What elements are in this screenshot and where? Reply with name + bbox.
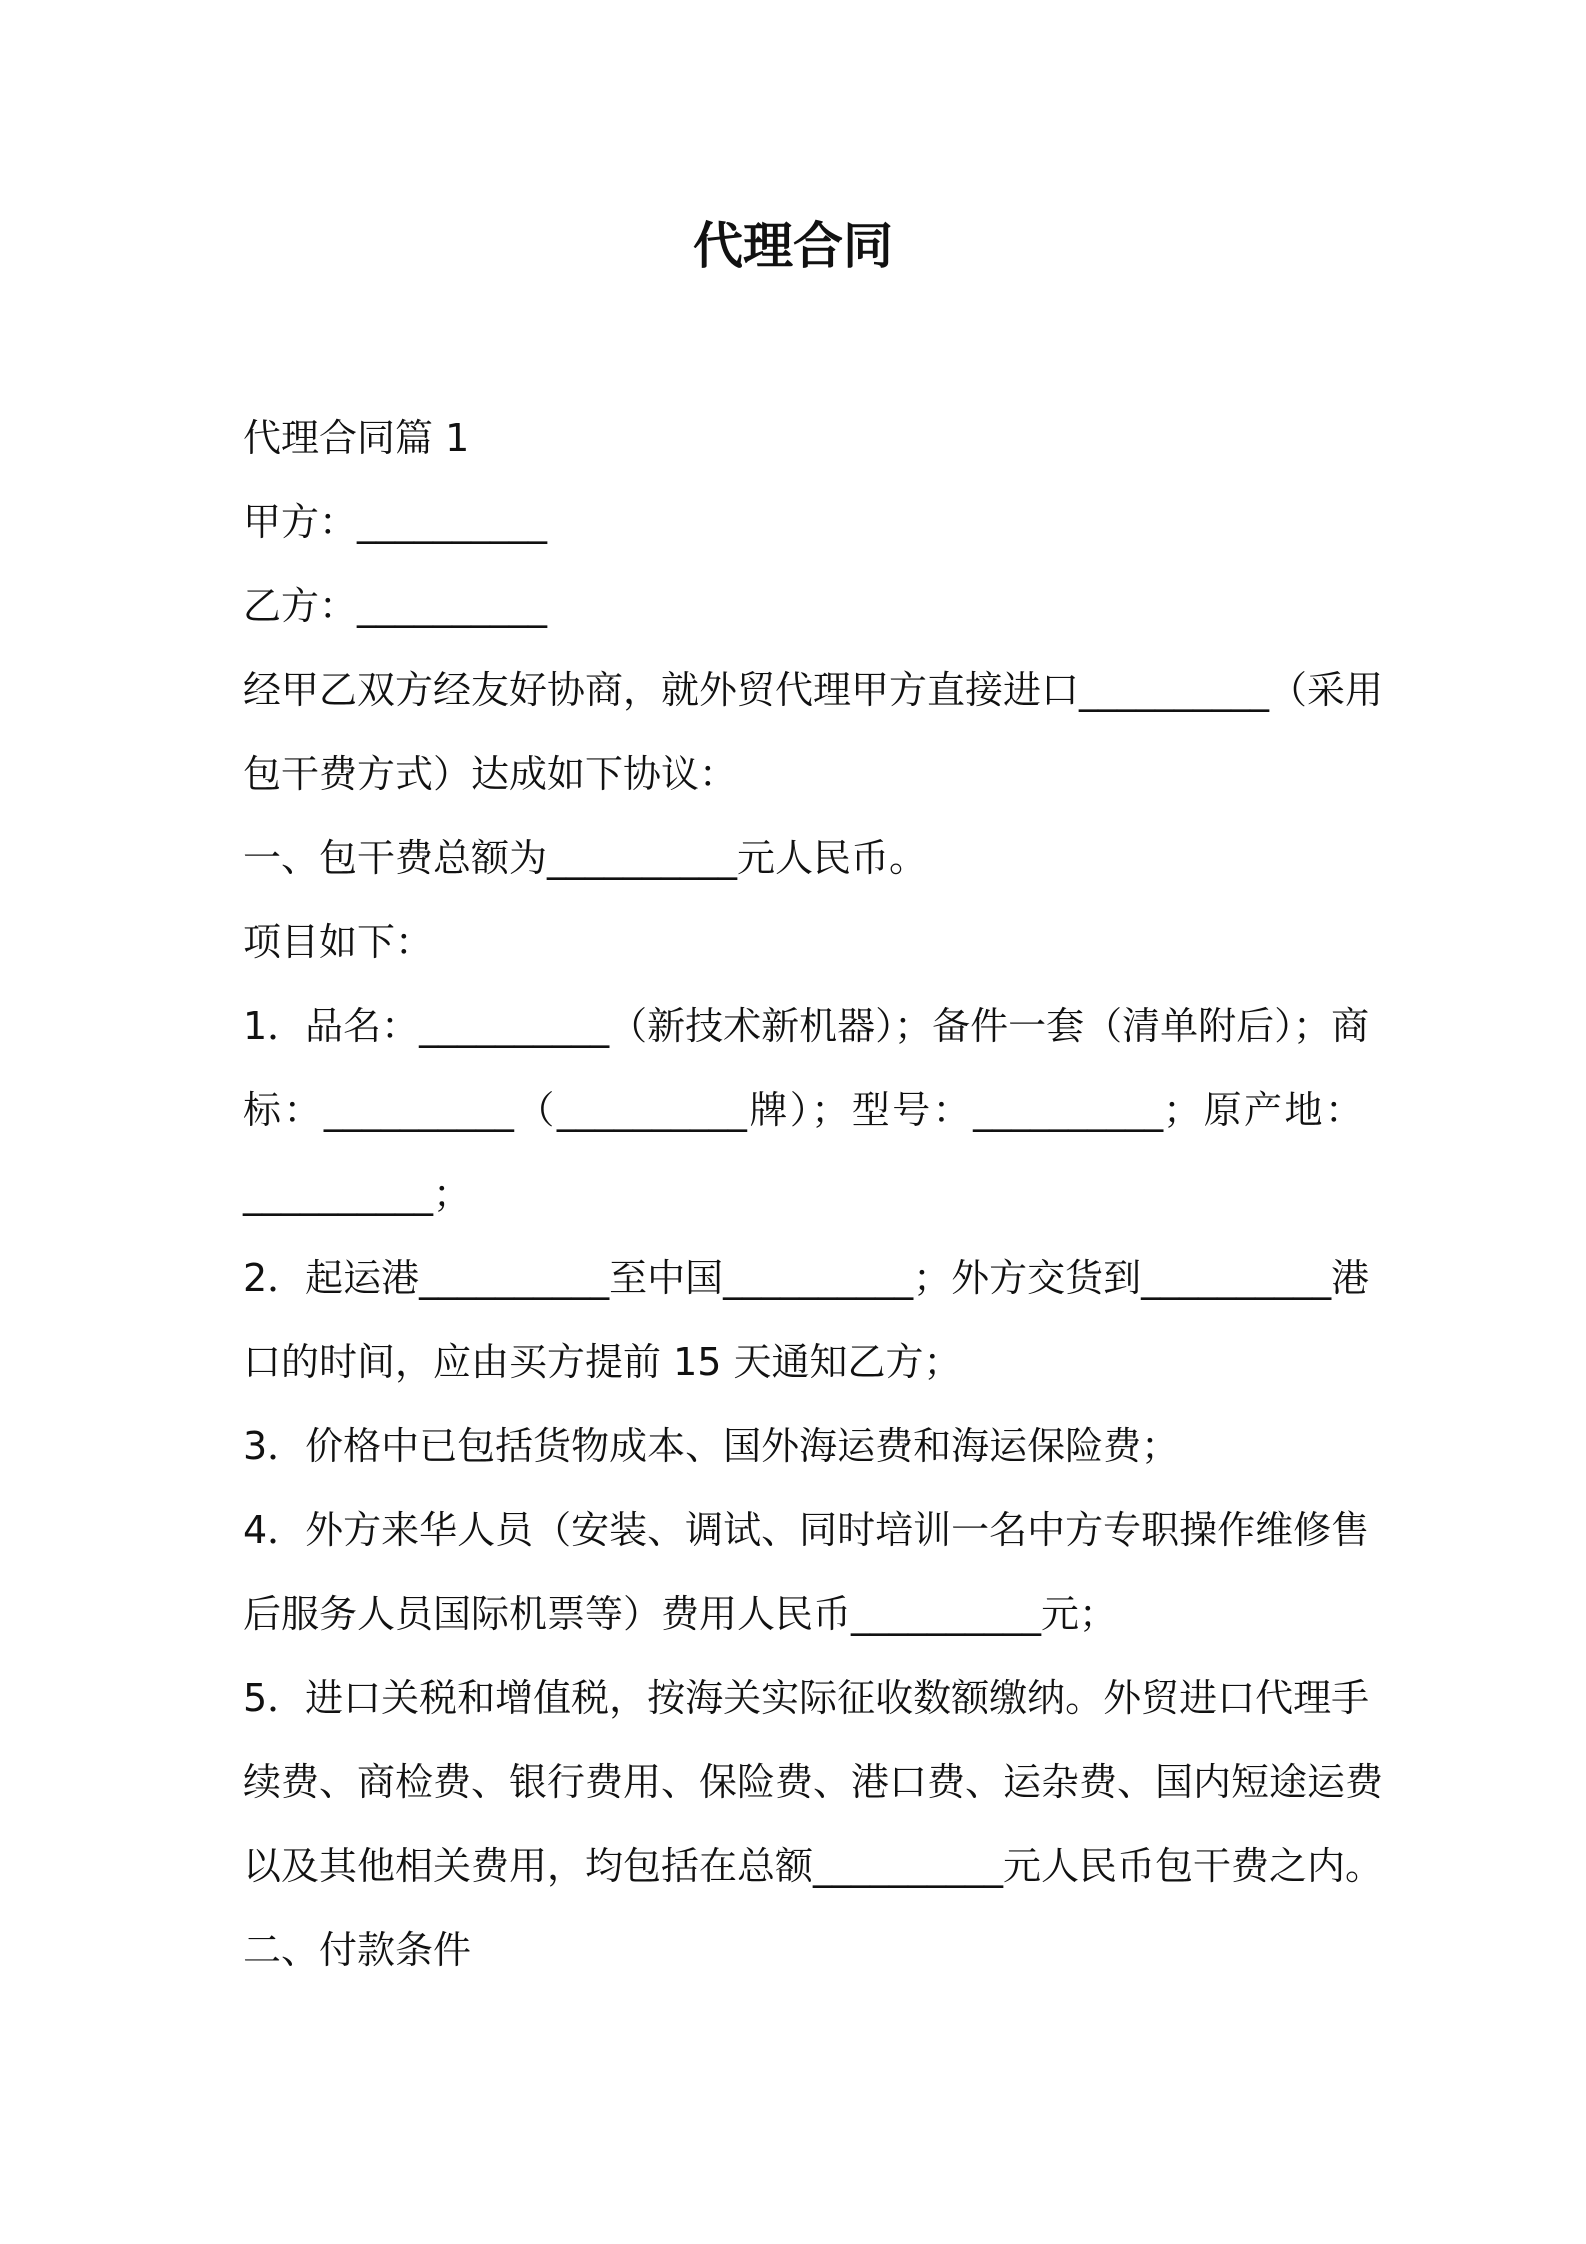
item-5-line-3: 以及其他相关费用，均包括在总额__________元人民币包干费之内。 — [243, 1844, 1384, 1888]
item-1-line-2: 标：__________（__________牌）；型号：__________；原产地： — [243, 1088, 1363, 1132]
item-2-line-1: 2．起运港__________至中国__________；外方交货到__________港 — [243, 1256, 1370, 1300]
item-5-line-1: 5．进口关税和增值税，按海关实际征收数额缴纳。外贸进口代理手 — [243, 1676, 1370, 1720]
item-4-line-1: 4．外方来华人员（安装、调试、同时培训一名中方专职操作维修售 — [243, 1508, 1370, 1552]
preamble-line-2: 包干费方式）达成如下协议： — [243, 752, 738, 796]
item-1-line-1: 1．品名：__________（新技术新机器）；备件一套（清单附后）；商 — [243, 1004, 1370, 1048]
items-heading: 项目如下： — [243, 920, 434, 964]
item-3-line: 3．价格中已包括货物成本、国外海运费和海运保险费； — [243, 1424, 1180, 1468]
page-title: 代理合同 — [693, 217, 893, 275]
section-heading: 代理合同篇 1 — [243, 416, 470, 460]
clause-1-heading: 一、包干费总额为__________元人民币。 — [243, 836, 928, 880]
item-5-line-2: 续费、商检费、银行费用、保险费、港口费、运杂费、国内短途运费 — [243, 1760, 1384, 1804]
preamble-line-1: 经甲乙双方经友好协商，就外贸代理甲方直接进口__________（采用 — [243, 668, 1384, 712]
party-b-line: 乙方：__________ — [243, 584, 548, 628]
item-2-line-2: 口的时间，应由买方提前 15 天通知乙方； — [243, 1340, 962, 1384]
item-4-line-2: 后服务人员国际机票等）费用人民币__________元； — [243, 1592, 1118, 1636]
party-a-line: 甲方：__________ — [243, 500, 548, 544]
clause-2-heading: 二、付款条件 — [243, 1928, 472, 1972]
item-1-line-3: __________； — [243, 1172, 472, 1216]
